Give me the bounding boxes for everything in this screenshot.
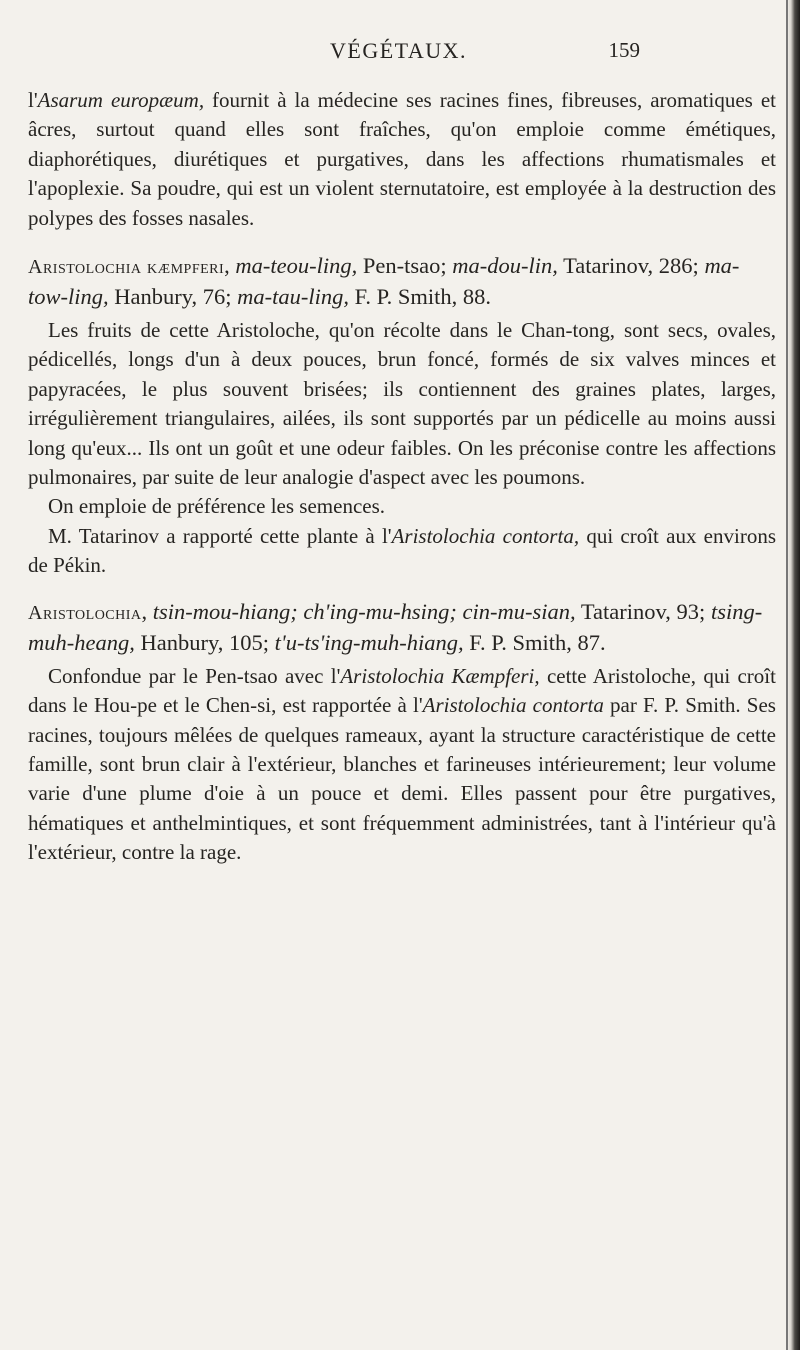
species-name: Aristolochia Kæmpferi, xyxy=(340,663,540,688)
entry-text: , xyxy=(141,598,153,624)
paragraph-confondue xyxy=(28,662,776,868)
genus-name: Aristolochia xyxy=(28,601,142,624)
paragraph-tatarinov xyxy=(28,522,776,581)
paragraph-text: par F. P. Smith. Ses racines, toujours mêlées de quelques rameaux, ayant la structure caractéristique de cette famille, sont brun clair à l'extérieur, blanches et farineuses intérieurement; leur volume varie d'une plume d'oie à un pouce et demi. Elles passent pour être purgatives, hématiques et anthelmintiques, et sont fréquemment administrées, tant à l'intérieur qu'à l'extérieur, contre la rage. xyxy=(28,693,776,865)
page-edge-line xyxy=(786,0,788,1350)
paragraph-asarum xyxy=(28,86,776,233)
entry-text: F. P. Smith, 87. xyxy=(463,629,606,655)
chinese-name: ma-tow-ling, xyxy=(28,253,740,310)
entry-text: Pen-tsao; xyxy=(357,253,453,279)
chinese-name: ma-dou-lin, xyxy=(452,253,558,279)
chinese-name: t'u-ts'ing-muh-hiang, xyxy=(274,629,464,655)
running-head: VÉGÉTAUX. xyxy=(330,38,467,63)
species-name: Aristolochia contorta xyxy=(422,693,604,718)
paragraph-text: fournit à la médecine ses racines fines, fibreuses, aromatiques et âcres, surtout quand elles sont fraîches, qu'on emploie comme émétiques, diaphorétiques, diurétiques et purgatives, dans les affections rhumatismales et l'apoplexie. Sa poudre, qui est un violent sternutatoire, est employée à la destruction des polypes des fosses nasales. xyxy=(28,88,776,230)
paragraph-text: qui croît aux environs de Pékin. xyxy=(28,523,777,578)
paragraph-text: M. Tatarinov a rapporté cette plante à l' xyxy=(48,523,392,548)
paragraph-text: l' xyxy=(28,88,38,112)
page-header xyxy=(0,38,800,68)
chinese-name: tsin-mou-hiang; ch'ing-mu-hsing; cin-mu-sian, xyxy=(152,598,576,624)
entry-text: F. P. Smith, 88. xyxy=(349,284,492,310)
paragraph-text: cette Aristoloche, qui croît dans le Hou-pe et le Chen-si, est rapportée à l' xyxy=(28,663,776,718)
entry-text: Hanbury, 76; xyxy=(108,284,238,310)
paragraph-seeds: On emploie de préférence les semences. xyxy=(48,494,386,519)
entry-text: , xyxy=(224,253,236,279)
entry-text: Tatarinov, 286; xyxy=(557,253,705,279)
species-name: Aristolochia contorta, xyxy=(391,523,580,548)
chinese-name: ma-teou-ling, xyxy=(235,253,358,279)
species-name: Asarum europæum, xyxy=(37,88,205,112)
page-edge-shadow xyxy=(787,0,800,1350)
chinese-name: ma-tau-ling, xyxy=(237,284,350,310)
entry-text: Hanbury, 105; xyxy=(134,629,275,655)
entry-heading-aristolochia-kaempferi xyxy=(28,251,776,312)
paragraph-text: Confondue par le Pen-tsao avec l' xyxy=(48,663,341,688)
paragraph-fruits: Les fruits de cette Aristoloche, qu'on récolte dans le Chan-tong, sont secs, ovales, pédicellés, longs d'un à deux pouces, brun foncé, formés de six valves minces et papyracées, le plus souvent brisées; ils contiennent des graines plates, larges, irrégulièrement triangulaires, ailées, ils sont supportés par un pédicelle au moins aussi long qu'eux... Ils ont un goût et une odeur faibles. On les préconise contre les affections pulmonaires, par suite de leur analogie d'aspect avec les poumons. xyxy=(28,318,776,490)
chinese-name: tsing-muh-heang, xyxy=(28,598,763,655)
page-number: 159 xyxy=(608,38,640,62)
page-body xyxy=(28,86,776,868)
genus-name: Aristolochia xyxy=(28,256,142,279)
entry-heading-aristolochia xyxy=(28,597,776,658)
species-name: kæmpferi xyxy=(141,256,225,279)
entry-text: Tatarinov, 93; xyxy=(575,598,711,624)
